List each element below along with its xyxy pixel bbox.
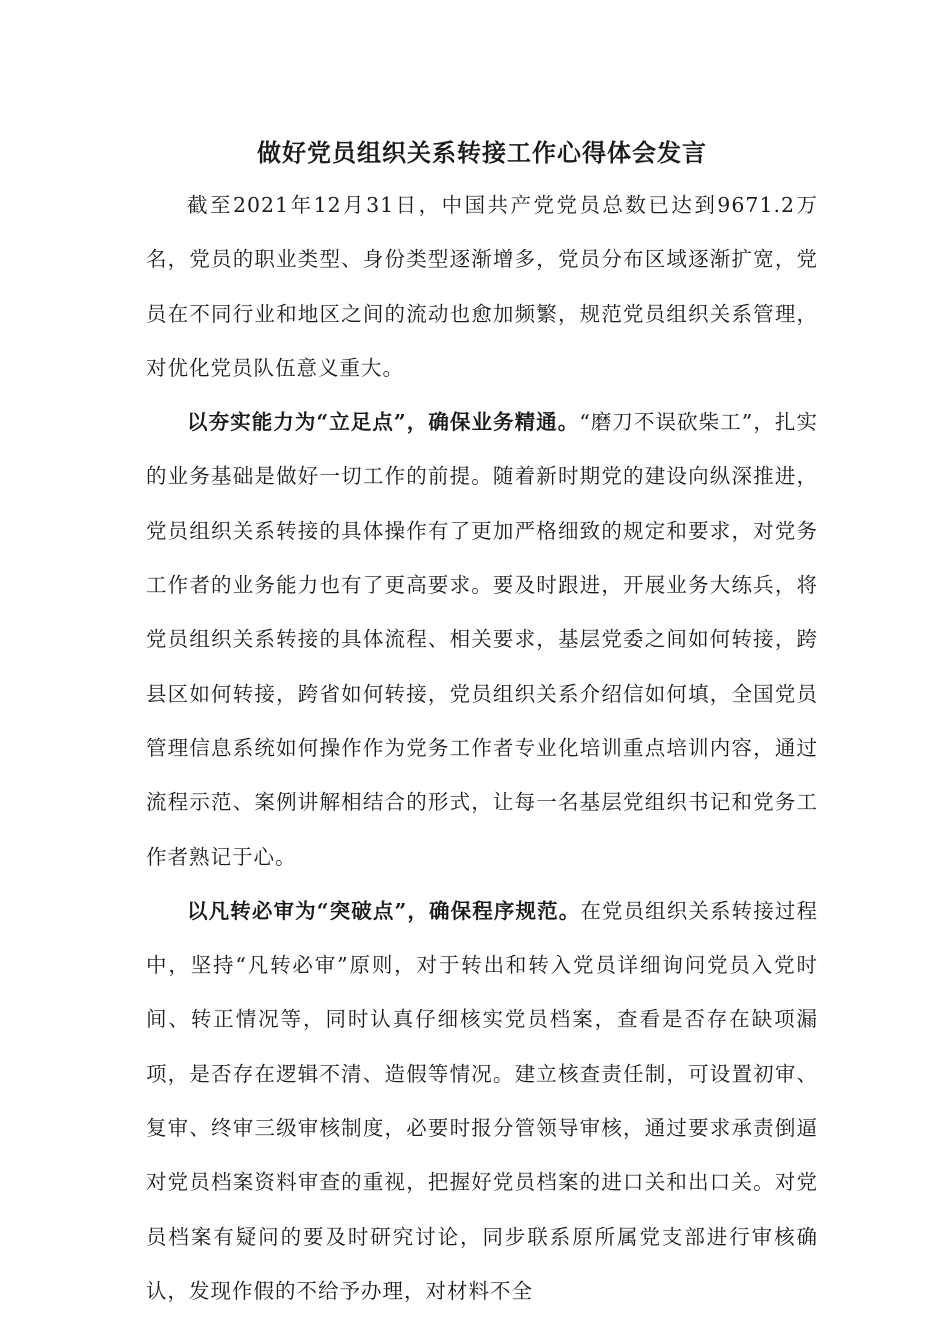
paragraph-capability-text: “磨刀不误砍柴工”，扎实的业务基础是做好一切工作的前提。随着新时期党的建设向纵深推进，党员组织关系转接的具体操作有了更加严格细致的规定和要求，对党务工作者的业务能力也有了更高要求。要及时跟进，开展业务大练兵，将党员组织关系转接的具体流程、相关要求，基层党委之间如何转接，跨县区如何转接，跨省如何转接，党员组织关系介绍信如何填，全国党员管理信息系统如何操作作为党务工作者专业化培训重点培训内容，通过流程示范、案例讲解相结合的形式，让每一名基层党组织书记和党务工作者熟记于心。 <box>146 410 818 869</box>
document-title: 做好党员组织关系转接工作心得体会发言 <box>257 138 707 167</box>
paragraph-capability <box>146 395 818 884</box>
paragraph-capability-heading: 以夯实能力为“立足点”，确保业务精通。 <box>187 410 580 435</box>
paragraph-intro <box>146 178 818 395</box>
paragraph-review-text: 在党员组织关系转接过程中，坚持“凡转必审”原则，对于转出和转入党员详细询问党员入党时间、转正情况等，同时认真仔细核实党员档案，查看是否存在缺项漏项，是否存在逻辑不清、造假等情况。建立核查责任制，可设置初审、复审、终审三级审核制度，必要时报分管领导审核，通过要求承责倒逼对党员档案资料审查的重视，把握好党员档案的进口关和出口关。对党员档案有疑问的要及时研究讨论，同步联系原所属党支部进行审核确认，发现作假的不给予办理，对材料不全 <box>146 898 819 1303</box>
paragraph-review-heading: 以凡转必审为“突破点”，确保程序规范。 <box>187 898 581 923</box>
paragraph-review <box>146 884 818 1318</box>
document-page <box>146 128 818 1318</box>
paragraph-intro-text: 截至2021年12月31日，中国共产党党员总数已达到9671.2万名，党员的职业类型、身份类型逐渐增多，党员分布区域逐渐扩宽，党员在不同行业和地区之间的流动也愈加频繁，规范党员组织关系管理，对优化党员队伍意义重大。 <box>146 193 818 380</box>
